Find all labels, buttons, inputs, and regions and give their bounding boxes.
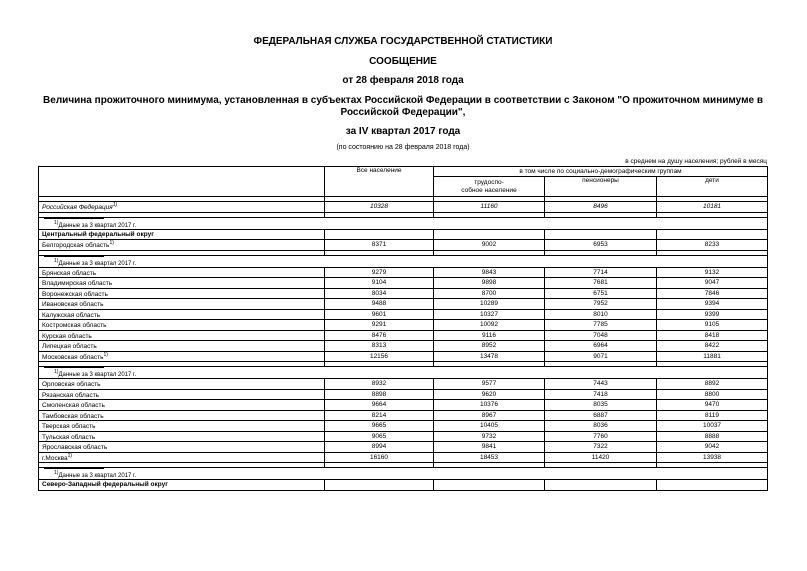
value-working: 9841 (434, 442, 545, 453)
region-footnote-mark: 1) (109, 240, 114, 247)
footnote-mark: 1) (54, 470, 59, 476)
region-footnote-mark: 1) (103, 351, 108, 358)
value-pensioners: 7760 (545, 431, 657, 442)
value-all: 16160 (325, 452, 434, 463)
value-all: 9291 (325, 320, 434, 331)
table-row (39, 309, 768, 320)
value-working: 11160 (434, 202, 545, 213)
district-title: Северо-Западный федеральный округ (39, 480, 325, 491)
value-working: 8952 (434, 341, 545, 352)
footnote-rule (44, 468, 104, 469)
value-working: 8967 (434, 410, 545, 421)
empty-cell (657, 229, 768, 240)
value-working: 10289 (434, 299, 545, 310)
value-all: 8898 (325, 389, 434, 400)
value-all: 8994 (325, 442, 434, 453)
value-children: 8888 (657, 431, 768, 442)
region-name-cell (39, 267, 325, 278)
header-blank (39, 167, 325, 197)
header-all: Все население (325, 167, 434, 197)
region-name-cell (39, 400, 325, 411)
value-all: 8313 (325, 341, 434, 352)
region-name: г.Москва (42, 454, 68, 462)
footnote-row (39, 255, 768, 267)
empty-cell (325, 480, 434, 491)
value-all: 9665 (325, 421, 434, 432)
region-name-cell (39, 299, 325, 310)
table-row (39, 341, 768, 352)
header-working: трудоспо- собное население (434, 177, 545, 197)
table-row (39, 320, 768, 331)
value-pensioners: 6964 (545, 341, 657, 352)
region-name-cell (39, 442, 325, 453)
value-all: 9065 (325, 431, 434, 442)
region-name-cell (39, 341, 325, 352)
value-all: 9104 (325, 278, 434, 289)
footnote-rule (44, 367, 104, 368)
footnote-text (42, 258, 764, 267)
region-name-cell (39, 202, 325, 213)
value-working: 10405 (434, 421, 545, 432)
value-working: 9620 (434, 389, 545, 400)
value-children: 8418 (657, 330, 768, 341)
value-all: 8034 (325, 288, 434, 299)
value-children: 11881 (657, 351, 768, 362)
empty-cell (545, 229, 657, 240)
region-name-cell (39, 240, 325, 251)
value-pensioners: 7952 (545, 299, 657, 310)
table-row (39, 288, 768, 299)
region-name: Российская Федерация (42, 204, 113, 212)
value-all: 9488 (325, 299, 434, 310)
value-working: 9116 (434, 330, 545, 341)
region-name-cell (39, 421, 325, 432)
footnote-rule (44, 218, 104, 219)
footnote-row (39, 217, 768, 229)
value-children: 9399 (657, 309, 768, 320)
value-children: 10037 (657, 421, 768, 432)
empty-cell (434, 480, 545, 491)
value-working: 9898 (434, 278, 545, 289)
region-name: Московская область (42, 353, 104, 361)
footnote-cell (39, 217, 768, 229)
region-name: Костромская область (42, 322, 107, 330)
footnote-text (42, 470, 764, 479)
table-row (39, 278, 768, 289)
value-working: 9732 (434, 431, 545, 442)
value-children: 8119 (657, 410, 768, 421)
district-row-northwest (39, 480, 768, 491)
value-pensioners: 8035 (545, 400, 657, 411)
footnote-mark: 1) (54, 369, 59, 375)
value-all: 8476 (325, 330, 434, 341)
footnote-row (39, 367, 768, 379)
region-name: Владимирская область (42, 280, 113, 288)
value-all: 10328 (325, 202, 434, 213)
value-children: 8233 (657, 240, 768, 251)
value-children: 9042 (657, 442, 768, 453)
value-working: 9577 (434, 379, 545, 390)
subsistence-table (38, 166, 768, 491)
region-name-cell (39, 389, 325, 400)
value-all: 8371 (325, 240, 434, 251)
region-name-cell (39, 351, 325, 362)
footnote-text (42, 220, 764, 229)
footnote-cell (39, 367, 768, 379)
value-pensioners: 8036 (545, 421, 657, 432)
value-working: 10327 (434, 309, 545, 320)
table-row (39, 379, 768, 390)
table-row (39, 400, 768, 411)
value-pensioners: 7681 (545, 278, 657, 289)
region-name: Курская область (42, 332, 92, 340)
value-working: 10376 (434, 400, 545, 411)
region-name-cell (39, 288, 325, 299)
value-working: 13478 (434, 351, 545, 362)
footnote-label: Данные за 3 квартал 2017 г. (58, 222, 137, 229)
region-name: Тверская область (42, 423, 96, 431)
region-footnote-mark: 1) (67, 452, 73, 459)
value-working: 10092 (434, 320, 545, 331)
value-pensioners: 6751 (545, 288, 657, 299)
value-children: 7846 (657, 288, 768, 299)
table-row (39, 351, 768, 362)
region-name: Белгородская область (42, 242, 110, 250)
value-all: 8932 (325, 379, 434, 390)
value-children: 9132 (657, 267, 768, 278)
doc-type: СООБЩЕНИЕ (369, 56, 437, 67)
header-pensioners: пенсионеры (545, 177, 657, 197)
value-all: 9601 (325, 309, 434, 320)
unit-note: в среднем на душу населения; рублей в месяц (625, 158, 767, 165)
region-name-cell (39, 452, 325, 463)
region-name: Брянская область (42, 269, 97, 277)
footnote-mark: 1) (54, 219, 59, 226)
region-name: Ивановская область (42, 301, 104, 309)
region-name-cell (39, 431, 325, 442)
header-groups: в том числе по социально-демографическим группам (434, 167, 768, 177)
table-row (39, 452, 768, 463)
value-working: 9843 (434, 267, 545, 278)
value-children: 9470 (657, 400, 768, 411)
value-working: 8700 (434, 288, 545, 299)
region-name: Рязанская область (42, 391, 100, 399)
region-name-cell (39, 330, 325, 341)
footnote-cell (39, 255, 768, 267)
value-pensioners: 7714 (545, 267, 657, 278)
doc-as-of: (по состоянию на 28 февраля 2018 года) (336, 144, 470, 151)
region-name-cell (39, 309, 325, 320)
value-pensioners: 9071 (545, 351, 657, 362)
value-children: 9105 (657, 320, 768, 331)
region-name-cell (39, 320, 325, 331)
value-children: 8800 (657, 389, 768, 400)
value-children: 8892 (657, 379, 768, 390)
value-all: 8214 (325, 410, 434, 421)
region-name-cell (39, 278, 325, 289)
region-name-cell (39, 410, 325, 421)
value-working: 18453 (434, 452, 545, 463)
value-pensioners: 7785 (545, 320, 657, 331)
table-row (39, 421, 768, 432)
footnote-text (42, 369, 764, 378)
table-header-row (39, 167, 768, 177)
empty-cell (657, 480, 768, 491)
table-row (39, 389, 768, 400)
region-name: Тамбовская область (42, 412, 104, 420)
value-pensioners: 7322 (545, 442, 657, 453)
value-children: 10181 (657, 202, 768, 213)
footnote-row (39, 468, 768, 480)
footnote-label: Данные за 3 квартал 2017 г. (58, 473, 137, 479)
table-row (39, 442, 768, 453)
value-pensioners: 6887 (545, 410, 657, 421)
table-row (39, 299, 768, 310)
value-children: 8422 (657, 341, 768, 352)
agency-title: ФЕДЕРАЛЬНАЯ СЛУЖБА ГОСУДАРСТВЕННОЙ СТАТИСТИКИ (253, 36, 553, 47)
footnote-rule (44, 256, 104, 257)
region-name: Смоленская область (42, 402, 105, 410)
value-all: 12156 (325, 351, 434, 362)
footnote-label: Данные за 3 квартал 2017 г. (58, 372, 137, 378)
doc-date: от 28 февраля 2018 года (342, 75, 464, 86)
table-row (39, 330, 768, 341)
empty-cell (434, 229, 545, 240)
value-pensioners: 7418 (545, 389, 657, 400)
table-row (39, 267, 768, 278)
table-row (39, 240, 768, 251)
empty-cell (325, 229, 434, 240)
doc-subject: Величина прожиточного минимума, установленная в субъектах Российской Федерации в соответствии с Законом "О прожиточном минимуме в Российской Федерации", (43, 95, 763, 118)
region-name-cell (39, 379, 325, 390)
district-title: Центральный федеральный округ (39, 229, 325, 240)
value-pensioners: 8496 (545, 202, 657, 213)
value-pensioners: 11420 (545, 452, 657, 463)
region-footnote-mark: 1) (112, 202, 118, 209)
value-pensioners: 8010 (545, 309, 657, 320)
value-pensioners: 7443 (545, 379, 657, 390)
footnote-mark: 1) (54, 257, 59, 264)
value-children: 9047 (657, 278, 768, 289)
value-working: 9002 (434, 240, 545, 251)
region-name: Орловская область (42, 381, 101, 389)
value-children: 9394 (657, 299, 768, 310)
region-name: Липецкая область (42, 343, 97, 351)
empty-cell (545, 480, 657, 491)
table-row (39, 431, 768, 442)
table-row (39, 202, 768, 213)
header-children: дети (657, 177, 768, 197)
value-all: 9664 (325, 400, 434, 411)
region-name: Ярославская область (42, 444, 108, 452)
region-name: Тульская область (42, 433, 96, 441)
doc-period: за IV квартал 2017 года (345, 126, 461, 137)
footnote-cell (39, 468, 768, 480)
value-all: 9279 (325, 267, 434, 278)
region-name: Воронежская область (42, 290, 108, 298)
table-row (39, 410, 768, 421)
value-pensioners: 6953 (545, 240, 657, 251)
value-pensioners: 7048 (545, 330, 657, 341)
value-children: 13938 (657, 452, 768, 463)
region-name: Калужская область (42, 311, 101, 319)
footnote-label: Данные за 3 квартал 2017 г. (58, 260, 137, 267)
district-row-central (39, 229, 768, 240)
